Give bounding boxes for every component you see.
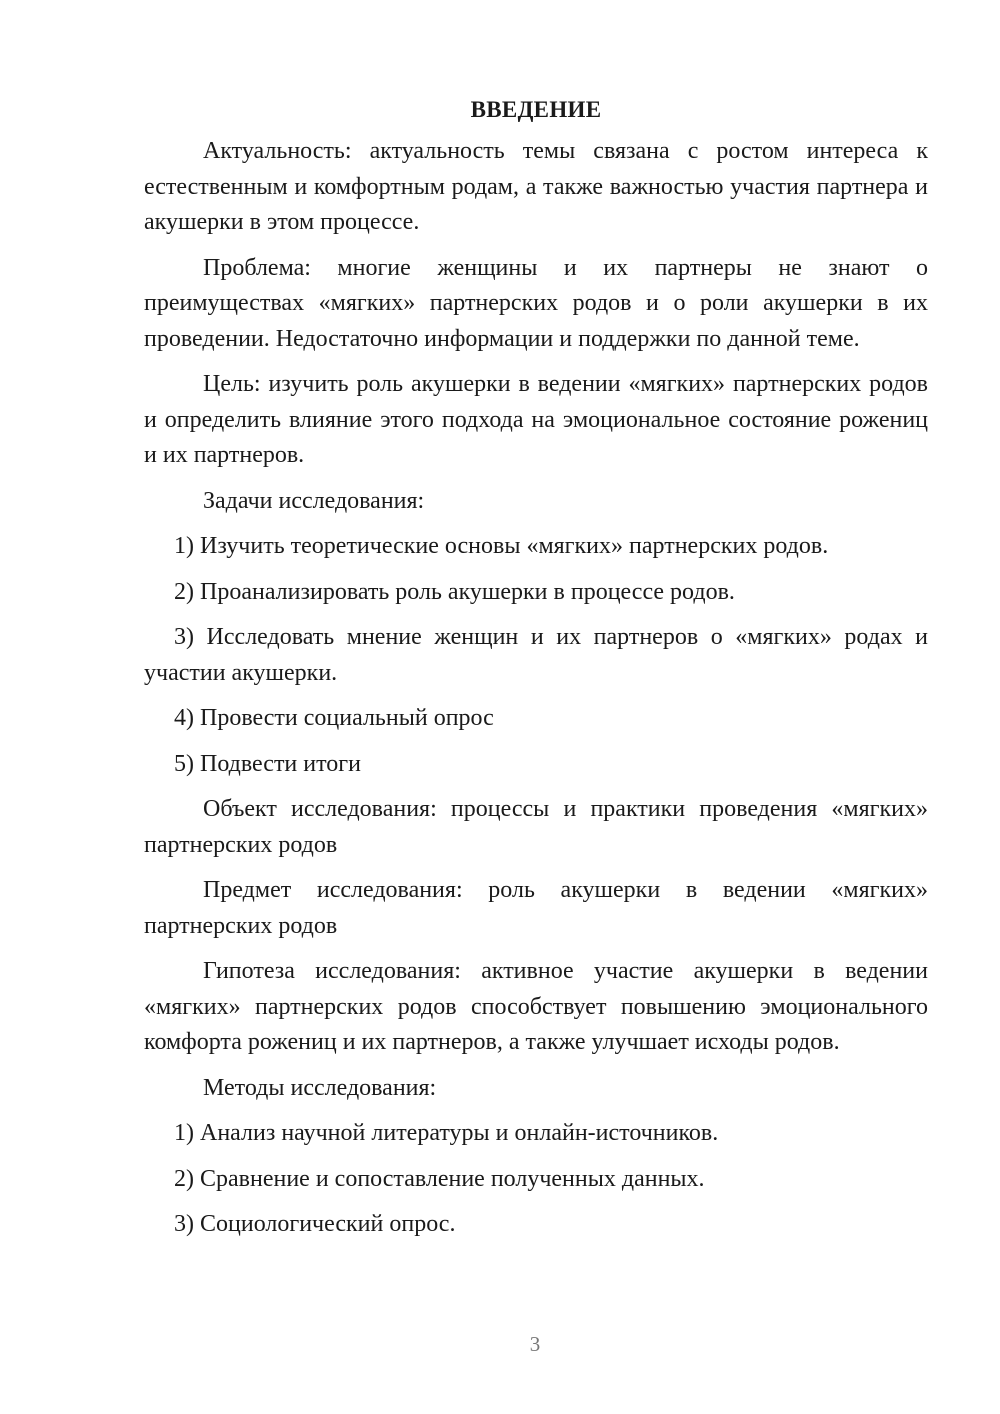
method-item-2: 2) Сравнение и сопоставление полученных данных. <box>174 1165 705 1192</box>
task-item-1: 1) Изучить теоретические основы «мягких» партнерских родов. <box>174 533 829 559</box>
method-item-3: 3) Социологический опрос. <box>174 1211 456 1237</box>
page-title: ВВЕДЕНИЕ <box>470 97 602 122</box>
goal-paragraph: Цель: изучить роль акушерки в ведении «мягких» партнерских родов и определить влияние этого подхода на эмоциональное состояние рожениц и их партнеров. <box>144 371 928 468</box>
task-item-2: 2) Проанализировать роль акушерки в процессе родов. <box>174 578 735 605</box>
subject-paragraph: Предмет исследования: роль акушерки в ведении «мягких» партнерских родов <box>144 877 928 939</box>
task-item-5: 5) Подвести итоги <box>174 750 361 777</box>
page-number: 3 <box>529 1332 541 1356</box>
relevance-paragraph: Актуальность: актуальность темы связана с ростом интереса к естественным и комфортным родам, а также важностью участия партнера и акушерки в этом процессе. <box>144 138 928 235</box>
object-paragraph: Объект исследования: процессы и практики проведения «мягких» партнерских родов <box>144 796 928 858</box>
tasks-heading: Задачи исследования: <box>203 487 425 514</box>
document-page <box>144 92 928 1253</box>
method-item-1: 1) Анализ научной литературы и онлайн-источников. <box>174 1120 719 1146</box>
task-item-3: 3) Исследовать мнение женщин и их партнеров о «мягких» родах и участии акушерки. <box>144 624 928 686</box>
methods-heading: Методы исследования: <box>203 1074 437 1101</box>
problem-paragraph: Проблема: многие женщины и их партнеры не знают о преимуществах «мягких» партнерских родов и о роли акушерки в их проведении. Недостаточно информации и поддержки по данной теме. <box>144 254 928 352</box>
hypothesis-paragraph: Гипотеза исследования: активное участие акушерки в ведении «мягких» партнерских родов способствует повышению эмоционального комфорта рожениц и их партнеров, а также улучшает исходы родов. <box>144 958 928 1055</box>
task-item-4: 4) Провести социальный опрос <box>174 705 494 731</box>
